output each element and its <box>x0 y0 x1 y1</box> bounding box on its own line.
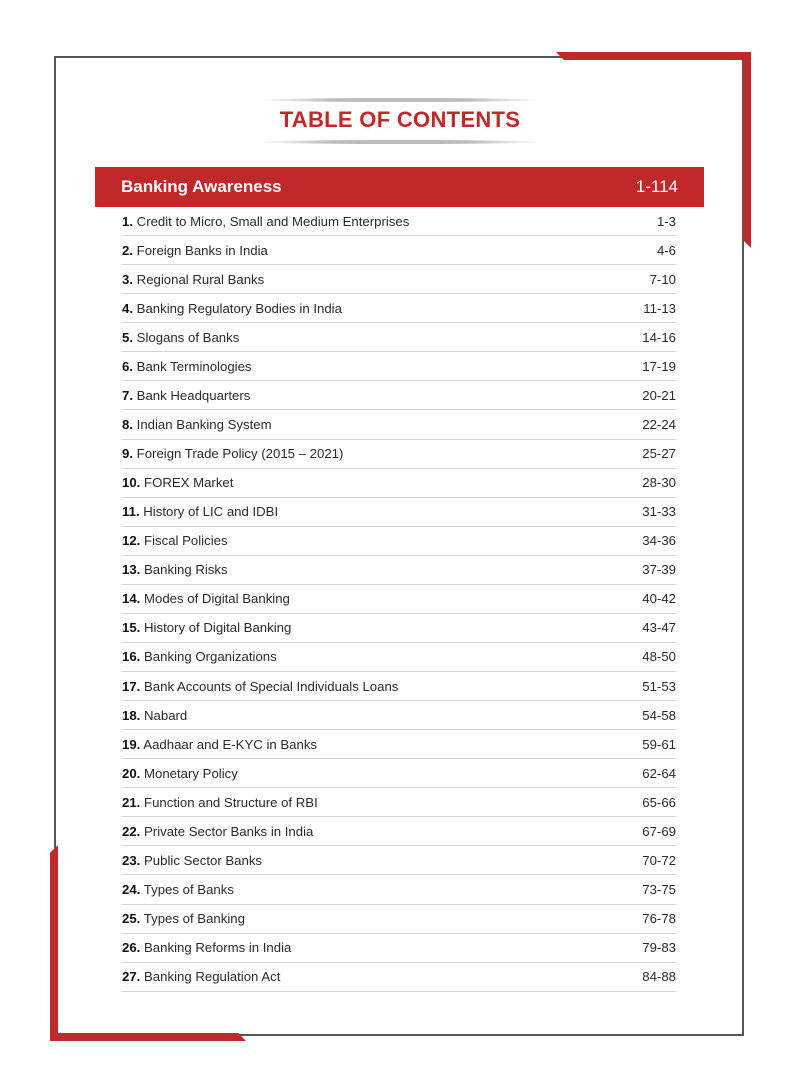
toc-entry-number: 6. <box>122 358 133 374</box>
toc-entry-pages: 84-88 <box>642 969 676 985</box>
toc-entry-label <box>122 214 409 229</box>
toc-entry-pages: 54-58 <box>642 707 676 723</box>
toc-entry-number: 19. <box>122 736 141 752</box>
toc-entry-label <box>122 649 277 664</box>
toc-entry-title: Indian Banking System <box>136 416 272 432</box>
toc-entry-number: 10. <box>122 475 141 491</box>
toc-entry[interactable] <box>122 905 676 934</box>
toc-entry-number: 25. <box>122 911 141 927</box>
toc-entry-label <box>122 795 318 810</box>
toc-entry-label <box>122 359 252 374</box>
toc-entry[interactable] <box>122 469 676 498</box>
toc-entry[interactable] <box>122 498 676 527</box>
toc-entry-number: 9. <box>122 446 133 462</box>
toc-entry-number: 16. <box>122 649 141 665</box>
section-header[interactable] <box>95 167 704 207</box>
toc-entry[interactable] <box>122 846 676 875</box>
toc-entry-number: 27. <box>122 969 141 985</box>
toc-entry-title: Fiscal Policies <box>144 533 228 549</box>
toc-entry-label <box>122 969 280 984</box>
toc-entry[interactable] <box>122 701 676 730</box>
toc-entry-label <box>122 475 233 490</box>
toc-entry-pages: 67-69 <box>642 823 676 839</box>
toc-entry[interactable] <box>122 585 676 614</box>
toc-entry-number: 23. <box>122 852 141 868</box>
toc-entry[interactable] <box>122 759 676 788</box>
toc-entry-number: 17. <box>122 678 141 694</box>
toc-entry[interactable] <box>122 556 676 585</box>
toc-entry[interactable] <box>122 527 676 556</box>
toc-entry-number: 20. <box>122 765 141 781</box>
toc-entry-pages: 37-39 <box>642 562 676 578</box>
toc-entry-number: 2. <box>122 242 133 258</box>
toc-entry-label <box>122 446 343 461</box>
toc-entry[interactable] <box>122 410 676 439</box>
toc-entry-pages: 79-83 <box>642 940 676 956</box>
toc-entry-label <box>122 330 239 345</box>
toc-entry-pages: 22-24 <box>642 416 676 432</box>
toc-entry-number: 1. <box>122 213 133 229</box>
toc-entry-pages: 62-64 <box>642 765 676 781</box>
toc-entry-title: Aadhaar and E-KYC in Banks <box>143 736 318 752</box>
toc-entry-pages: 51-53 <box>642 678 676 694</box>
title-rule-bottom <box>260 140 540 144</box>
corner-accent-bottom-left <box>50 1033 246 1041</box>
toc-entry-pages: 4-6 <box>656 242 676 258</box>
toc-entry[interactable] <box>122 730 676 759</box>
section-title: Banking Awareness <box>121 177 282 196</box>
section-page-range: 1-114 <box>635 177 678 196</box>
toc-entry-pages: 59-61 <box>642 736 676 752</box>
toc-entry[interactable] <box>122 963 676 992</box>
toc-entry[interactable] <box>122 207 676 236</box>
toc-entry[interactable] <box>122 381 676 410</box>
toc-entry-title: Public Sector Banks <box>144 852 263 868</box>
toc-entry-number: 15. <box>122 620 141 636</box>
toc-entry-label <box>122 388 250 403</box>
corner-accent-top-right <box>556 52 751 60</box>
corner-accent-top-right-vertical <box>743 52 751 248</box>
toc-entry[interactable] <box>122 352 676 381</box>
toc-entry-label <box>122 911 245 926</box>
toc-entry-title: History of Digital Banking <box>144 620 292 636</box>
toc-entry-title: Types of Banks <box>143 881 234 897</box>
toc-entry-label <box>122 708 187 723</box>
toc-entry-pages: 48-50 <box>642 649 676 665</box>
toc-entry-pages: 73-75 <box>642 881 676 897</box>
toc-entry[interactable] <box>122 788 676 817</box>
page-title: TABLE OF CONTENTS <box>279 107 521 132</box>
toc-entry-pages: 7-10 <box>649 271 676 287</box>
toc-entry-title: Nabard <box>144 707 188 723</box>
toc-entry-label <box>122 272 264 287</box>
toc-entry-label <box>122 737 317 752</box>
toc-entry-number: 21. <box>122 794 141 810</box>
toc-entry-title: Private Sector Banks in India <box>144 823 314 839</box>
toc-entry-title: Regional Rural Banks <box>136 271 265 287</box>
toc-entry-number: 8. <box>122 416 133 432</box>
toc-entry-number: 24. <box>122 881 141 897</box>
toc-entry-number: 13. <box>122 562 141 578</box>
toc-entry-pages: 34-36 <box>642 533 676 549</box>
toc-entry[interactable] <box>122 817 676 846</box>
toc-entry-title: Foreign Banks in India <box>136 242 268 258</box>
toc-entry-pages: 25-27 <box>642 446 676 462</box>
toc-entry-pages: 20-21 <box>642 387 676 403</box>
toc-entry[interactable] <box>122 934 676 963</box>
toc-entry-number: 5. <box>122 329 133 345</box>
toc-entry-number: 3. <box>122 271 133 287</box>
toc-entry[interactable] <box>122 440 676 469</box>
toc-entry[interactable] <box>122 265 676 294</box>
toc-entry-title: Foreign Trade Policy (2015 – 2021) <box>136 446 344 462</box>
toc-entry-number: 22. <box>122 823 141 839</box>
toc-entry-title: Banking Regulation Act <box>144 969 281 985</box>
toc-entry-label <box>122 504 278 519</box>
toc-entry-number: 4. <box>122 300 133 316</box>
toc-entry-label <box>122 417 272 432</box>
toc-entry-pages: 76-78 <box>642 911 676 927</box>
title-banner <box>260 96 540 146</box>
toc-entry-label <box>122 591 290 606</box>
title-rule-top <box>260 98 540 102</box>
toc-entry-label <box>122 853 262 868</box>
toc-entry-title: Function and Structure of RBI <box>144 794 318 810</box>
toc-entry-pages: 65-66 <box>642 794 676 810</box>
toc-entry-label <box>122 533 228 548</box>
toc-entry-title: Banking Organizations <box>144 649 277 665</box>
toc-entry-title: Bank Accounts of Special Individuals Loans <box>144 678 399 694</box>
toc-entry-pages: 28-30 <box>642 475 676 491</box>
toc-entry-title: Monetary Policy <box>144 765 238 781</box>
toc-entry-number: 18. <box>122 707 141 723</box>
toc-entry[interactable] <box>122 643 676 672</box>
toc-entry-label <box>122 679 398 694</box>
toc-list <box>122 207 676 992</box>
toc-entry-title: Bank Headquarters <box>136 387 251 403</box>
toc-entry[interactable] <box>122 323 676 352</box>
toc-entry[interactable] <box>122 614 676 643</box>
toc-entry-pages: 14-16 <box>642 329 676 345</box>
toc-entry[interactable] <box>122 236 676 265</box>
toc-entry-label <box>122 882 234 897</box>
toc-entry-label <box>122 766 238 781</box>
toc-entry-number: 11. <box>122 504 140 520</box>
toc-entry-label <box>122 824 313 839</box>
toc-entry[interactable] <box>122 672 676 701</box>
toc-entry[interactable] <box>122 294 676 323</box>
toc-entry-pages: 43-47 <box>642 620 676 636</box>
toc-entry-label <box>122 562 228 577</box>
toc-entry-pages: 31-33 <box>642 504 676 520</box>
toc-entry-number: 12. <box>122 533 141 549</box>
toc-entry-title: FOREX Market <box>144 475 234 491</box>
toc-entry-title: Banking Risks <box>144 562 228 578</box>
corner-accent-bottom-left-vertical <box>50 845 58 1041</box>
toc-entry-label <box>122 940 291 955</box>
toc-entry-number: 14. <box>122 591 141 607</box>
toc-entry-title: Credit to Micro, Small and Medium Enterprises <box>136 213 410 229</box>
toc-entry-pages: 11-13 <box>643 300 676 316</box>
toc-entry-pages: 70-72 <box>642 852 676 868</box>
toc-entry-title: Types of Banking <box>143 911 245 927</box>
toc-entry-title: History of LIC and IDBI <box>143 504 279 520</box>
toc-entry-label <box>122 243 268 258</box>
toc-entry-title: Bank Terminologies <box>136 358 252 374</box>
toc-entry-pages: 1-3 <box>656 213 676 229</box>
toc-entry-pages: 17-19 <box>642 358 676 374</box>
toc-entry-label <box>122 301 342 316</box>
toc-entry-title: Slogans of Banks <box>136 329 240 345</box>
toc-entry-number: 7. <box>122 387 133 403</box>
toc-entry-label <box>122 620 291 635</box>
toc-entry-title: Modes of Digital Banking <box>144 591 290 607</box>
toc-entry[interactable] <box>122 875 676 904</box>
toc-entry-title: Banking Reforms in India <box>144 940 292 956</box>
toc-entry-title: Banking Regulatory Bodies in India <box>136 300 342 316</box>
toc-entry-pages: 40-42 <box>642 591 676 607</box>
toc-entry-number: 26. <box>122 940 141 956</box>
